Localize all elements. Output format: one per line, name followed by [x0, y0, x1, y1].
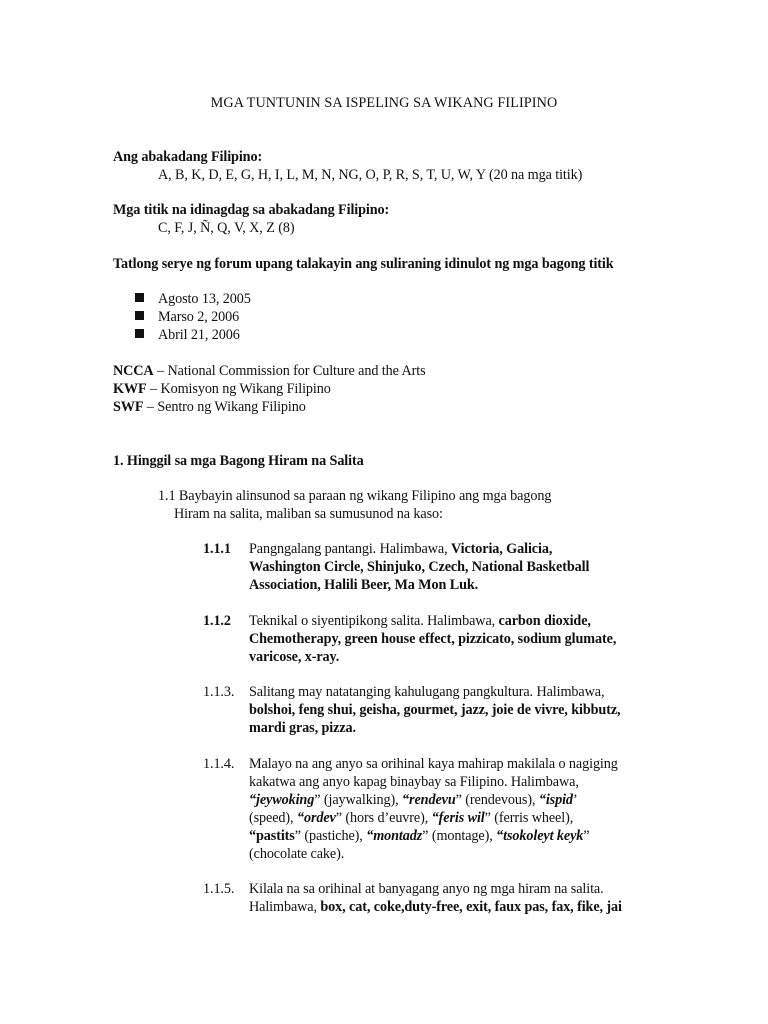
item-1-1-5-examples-line: [249, 898, 622, 916]
example-word: “montadz: [366, 828, 423, 844]
item-number: 1.1.4.: [203, 756, 235, 772]
item-examples: Chemotherapy, green house effect, pizzicato, sodium glumate,: [249, 631, 617, 647]
item-number: 1.1.5.: [203, 881, 235, 897]
item-text: Teknikal o siyentipikong salita. Halimbawa,: [249, 613, 499, 629]
example-gloss: ” (rendevous),: [455, 792, 539, 808]
item-text: (chocolate cake).: [249, 846, 345, 862]
forum-date: Agosto 13, 2005: [158, 291, 251, 307]
abakada-heading: Ang abakadang Filipino:: [113, 149, 263, 165]
example-gloss: ”: [583, 828, 590, 844]
example-gloss: ” (montage),: [422, 828, 497, 844]
forum-date: Marso 2, 2006: [158, 309, 240, 325]
item-examples: box, cat, coke,duty-free, exit, faux pas, fax, fike, jai: [320, 899, 622, 915]
item-examples: varicose, x-ray.: [249, 649, 340, 665]
item-number: 1.1.2: [203, 613, 231, 629]
item-1-1-1-line: [249, 540, 552, 558]
paragraph-1-1: 1.1 Baybayin alinsunod sa paraan ng wikang Filipino ang mga bagong: [158, 488, 552, 504]
example-word: “feris wil: [431, 810, 485, 826]
item-examples: Association, Halili Beer, Ma Mon Luk.: [249, 577, 479, 593]
acronym-abbr: SWF: [113, 399, 144, 415]
acronym-desc: – National Commission for Culture and the Arts: [153, 363, 426, 379]
bullet-icon: [135, 293, 144, 302]
item-1-1-2-line: [249, 612, 591, 630]
section-1-heading: 1. Hinggil sa mga Bagong Hiram na Salita: [113, 453, 364, 469]
added-letters: C, F, J, Ñ, Q, V, X, Z (8): [158, 220, 295, 236]
item-text: Pangngalang pantangi. Halimbawa,: [249, 541, 451, 557]
acronym-swf: [113, 398, 306, 416]
example-word: “ispid: [538, 792, 573, 808]
example-word: “ordev: [296, 810, 336, 826]
item-text: Kilala na sa orihinal at banyagang anyo ng mga hiram na salita.: [249, 881, 604, 897]
example-word: “tsokoleyt keyk: [496, 828, 584, 844]
forum-date: Abril 21, 2006: [158, 327, 240, 343]
item-examples: bolshoi, feng shui, geisha, gourmet, jazz, joie de vivre, kibbutz,: [249, 702, 621, 718]
item-text: Salitang may natatanging kahulugang pangkultura. Halimbawa,: [249, 684, 605, 700]
item-1-1-4-examples-line: [249, 827, 589, 845]
item-examples: carbon dioxide,: [498, 613, 591, 629]
added-letters-heading: Mga titik na idinagdag sa abakadang Filipino:: [113, 202, 390, 218]
example-word: “jeywoking: [249, 792, 315, 808]
acronym-desc: – Sentro ng Wikang Filipino: [143, 399, 306, 415]
bullet-icon: [135, 329, 144, 338]
example-gloss: (speed),: [249, 810, 297, 826]
paragraph-1-1-cont: Hiram na salita, maliban sa sumusunod na kaso:: [174, 506, 443, 522]
item-1-1-4-examples-line: [249, 791, 578, 809]
example-gloss: ’: [572, 792, 578, 808]
acronym-ncca: [113, 362, 426, 380]
example-gloss: ” (pastiche),: [294, 828, 367, 844]
forum-heading: Tatlong serye ng forum upang talakayin ang suliraning idinulot ng mga bagong titik: [113, 256, 614, 272]
document-title: MGA TUNTUNIN SA ISPELING SA WIKANG FILIPINO: [210, 95, 558, 111]
acronym-abbr: KWF: [113, 381, 147, 397]
item-text: Halimbawa,: [249, 899, 321, 915]
example-word: “pastits: [249, 828, 295, 844]
item-1-1-4-examples-line: [249, 809, 573, 827]
item-examples: Washington Circle, Shinjuko, Czech, National Basketball: [249, 559, 590, 575]
example-gloss: ” (hors d’euvre),: [335, 810, 432, 826]
item-examples: Victoria, Galicia,: [450, 541, 553, 557]
example-gloss: ” (ferris wheel),: [484, 810, 574, 826]
abakada-letters: A, B, K, D, E, G, H, I, L, M, N, NG, O, P, R, S, T, U, W, Y (20 na mga titik): [158, 167, 583, 183]
item-text: Malayo na ang anyo sa orihinal kaya mahirap makilala o nagiging: [249, 756, 618, 772]
acronym-desc: – Komisyon ng Wikang Filipino: [146, 381, 331, 397]
bullet-icon: [135, 311, 144, 320]
example-word: “rendevu: [402, 792, 456, 808]
item-number: 1.1.3.: [203, 684, 235, 700]
item-examples: mardi gras, pizza.: [249, 720, 356, 736]
item-number: 1.1.1: [203, 541, 231, 557]
acronym-kwf: [113, 380, 331, 398]
acronym-abbr: NCCA: [113, 363, 154, 379]
example-gloss: ” (jaywalking),: [314, 792, 403, 808]
item-text: kakatwa ang anyo kapag binaybay sa Filipino. Halimbawa,: [249, 774, 579, 790]
